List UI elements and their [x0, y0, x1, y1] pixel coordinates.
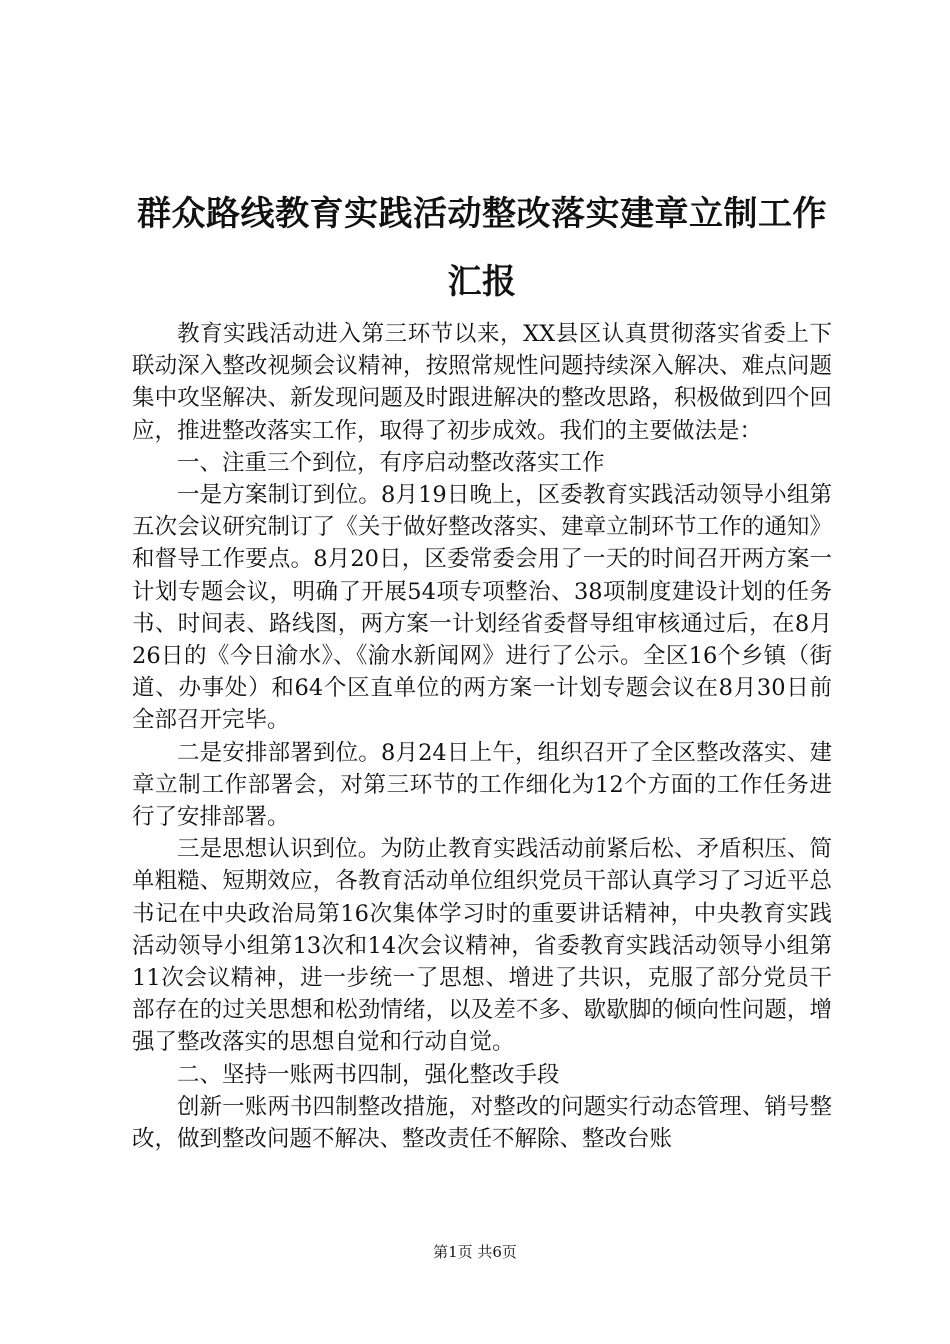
- paragraph-thinking: 三是思想认识到位。为防止教育实践活动前紧后松、矛盾积压、简单粗糙、短期效应，各教育活动单位组织党员干部认真学习了习近平总书记在中央政治局第16次集体学习时的重要讲话精神，中央教育实践活动领导小组第13次和14次会议精神，省委教育实践活动领导小组第11次会议精神，进一步统一了思想、增进了共识，克服了部分党员干部存在的过关思想和松劲情绪，以及差不多、歇歇脚的倾向性问题，增强了整改落实的思想自觉和行动自觉。: [132, 836, 832, 1056]
- paragraph-plan: 一是方案制订到位。8月19日晚上，区委教育实践活动领导小组第五次会议研究制订了《关于做好整改落实、建章立制环节工作的通知》和督导工作要点。8月20日，区委常委会用了一天的时间召开两方案一计划专题会议，明确了开展54项专项整治、38项制度建设计划的任务书、时间表、路线图，两方案一计划经省委督导组审核通过后，在8月26日的《今日渝水》、《渝水新闻网》进行了公示。全区16个乡镇（街道、办事处）和64个区直单位的两方案一计划专题会议在8月30日前全部召开完毕。: [132, 482, 832, 734]
- document-title: 群众路线教育实践活动整改落实建章立制工作汇报: [137, 194, 827, 302]
- paragraph-deployment: 二是安排部署到位。8月24日上午，组织召开了全区整改落实、建章立制工作部署会，对第三环节的工作细化为12个方面的工作任务进行了安排部署。: [132, 739, 832, 831]
- paragraph-intro: 教育实践活动进入第三环节以来，XX县区认真贯彻落实省委上下联动深入整改视频会议精神，按照常规性问题持续深入解决、难点问题集中攻坚解决、新发现问题及时跟进解决的整改思路，积极做到四个回应，推进整改落实工作，取得了初步成效。我们的主要做法是：: [132, 321, 832, 444]
- paragraph-measures: 创新一账两书四制整改措施，对整改的问题实行动态管理、销号整改，做到整改问题不解决、整改责任不解除、整改台账: [132, 1093, 832, 1153]
- section-heading-2: 二、坚持一账两书四制，强化整改手段: [177, 1061, 560, 1088]
- document-body: [132, 318, 832, 1155]
- document-page: [132, 180, 832, 1155]
- section-heading-1: 一、注重三个到位，有序启动整改落实工作: [177, 449, 605, 476]
- page-number-footer: 第1页 共6页: [433, 1243, 517, 1261]
